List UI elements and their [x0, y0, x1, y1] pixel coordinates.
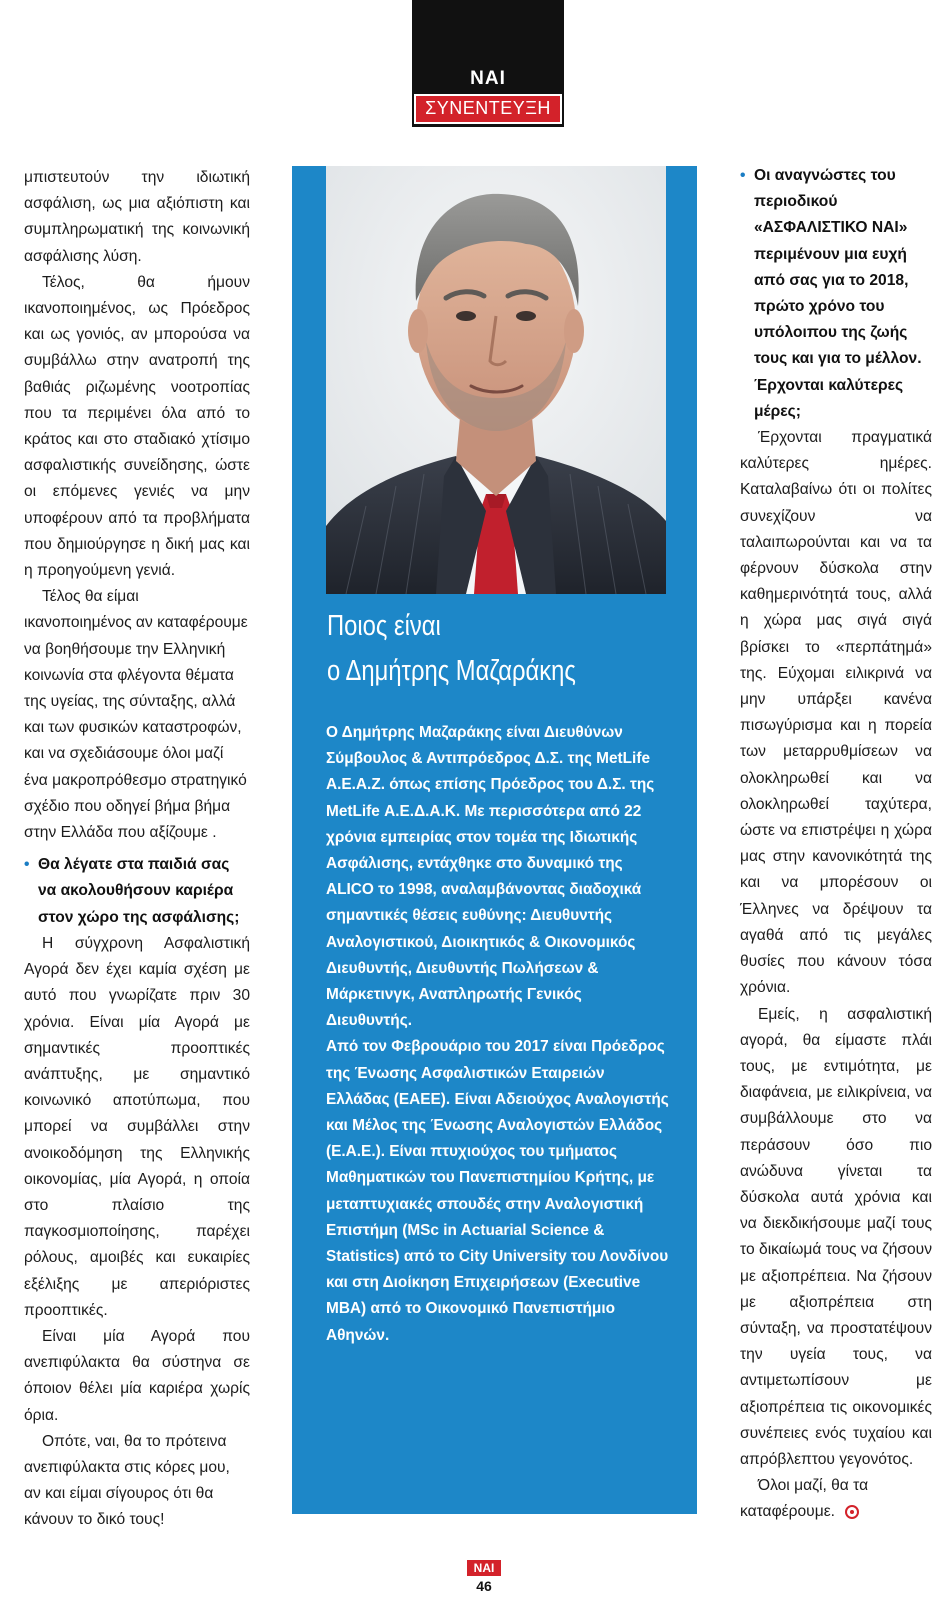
section-header-tab — [412, 0, 564, 127]
portrait-photo — [326, 166, 666, 594]
left-answer-2: Είναι μία Αγορά που ανεπιφύλακτα θα σύστηνα σε όποιον θέλει μία καριέρα χωρίς όρια. — [24, 1327, 250, 1424]
biography-title-line-2: ο Δημήτρης Μαζαράκης — [327, 655, 576, 687]
biography-title-line-1: Ποιος είναι — [327, 610, 441, 642]
biography-box — [292, 166, 697, 1514]
question-text: Οι αναγνώστες του περιοδικού «ΑΣΦΑΛΙΣΤΙΚΟ ΝΑΙ» περιμένουν μια ευχή από σας για το 2018, πρώτο χρόνο του υπόλοιπου της ζωής τους και για το μέλλον. Έρχονται καλύτερες μέρες; — [754, 167, 922, 420]
end-of-article-icon — [845, 1505, 859, 1519]
right-answer-2: Εμείς, η ασφαλιστική αγορά, θα είμαστε πλάι τους, με εντιμότητα, με διαφάνεια, με ειλικρίνεια, να συμβάλλουμε στο να περάσουν όσο πιο ανώδυνα γίνεται τα δύσκολα αυτά χρόνια και να διεκδικήσουμε μαζί τους το δικαίωμά τους να ζήσουν με αξιοπρέπεια. Να ζήσουν με αξιοπρέπεια στη σύνταξη, να προστατέψουν την υγεία τους, να αντιμετωπίσουν με αξιοπρέπεια τις οικονομικές συνέπειες ενός τυχαίου και απρόβλεπτου γεγονότος. — [740, 1005, 932, 1468]
left-answer-3: Οπότε, ναι, θα το πρότεινα ανεπιφύλακτα στις κόρες μου, αν και είμαι σίγουρος ότι θα κάνουν το δικό τους! — [24, 1432, 230, 1529]
interview-question-careers — [24, 852, 250, 931]
closing-sentence: Όλοι μαζί, θα τα καταφέρουμε. — [740, 1477, 869, 1521]
biography-title — [327, 604, 667, 694]
right-answer-3 — [740, 1473, 932, 1525]
left-text-column — [24, 165, 250, 1534]
biography-paragraph-1: Ο Δημήτρης Μαζαράκης είναι Διευθύνων Σύμβουλος & Αντιπρόεδρος Δ.Σ. της MetLife Α.Ε.Α.Ζ. όπως επίσης Πρόεδρος του Δ.Σ. της MetLife Α.Ε.Δ.Α.Κ. Με περισσότερα από 22 χρόνια εμπειρίας στον τομέα της Ιδιωτικής Ασφάλισης, εντάχθηκε στο δυναμικό της ALICO το 1998, αναλαμβάνοντας διαδοχικά σημαντικές θέσεις ευθύνης: Διευθυντής Αναλογιστικού, Διοικητικός & Οικονομικός Διευθυντής, Διευθυντής Πωλήσεων & Μάρκετινγκ, Αναπληρωτής Γενικός Διευθυντής. — [326, 724, 655, 1030]
portrait-illustration — [326, 166, 666, 594]
question-text: Θα λέγατε στα παιδιά σας να ακολουθήσουν καριέρα στον χώρο της ασφάλισης; — [38, 856, 240, 926]
bullet-icon: • — [740, 167, 746, 184]
interview-question-wish — [740, 163, 932, 425]
biography-paragraph-2: Από τον Φεβρουάριο του 2017 είναι Πρόεδρος της Ένωσης Ασφαλιστικών Εταιρειών Ελλάδας (ΕΑΕΕ). Είναι Αδειούχος Αναλογιστής και Μέλος της Ένωσης Αναλογιστών Ελλάδος (Ε.Α.Ε.). Είναι πτυχιούχος του τμήματος Μαθηματικών του Πανεπιστημίου Κρήτης, με μεταπτυχιακές σπουδές στην Αναλογιστική Επιστήμη (MSc in Actuarial Science & Statistics) από το City University του Λονδίνου και στη Διοίκηση Επιχειρήσεων (Executive MBA) από το Οικονομικό Πανεπιστήμιο Αθηνών. — [326, 1038, 669, 1344]
right-text-column — [740, 163, 932, 1526]
left-paragraph-1: μπιστευτούν την ιδιωτική ασφάλιση, ως μια αξιόπιστη και συμπληρωματική της κοινωνική ασφάλισης λύση. — [24, 169, 250, 265]
page-number: 46 — [476, 1578, 492, 1594]
left-paragraph-2: Τέλος, θα ήμουν ικανοποιημένος, ως Πρόεδρος και ως γονιός, αν μπορούσα να συμβάλλω στην ανατροπή της βαθιάς ριζωμένης νοοτροπίας που τα περιμένει όλα από το κράτος και στο σταδιακό χτίσιμο ασφαλιστικής συνείδησης, ώστε οι επόμενες γενιές να μην υποφέρουν από τα προβλήματα που δημιούργησε η δική μας και η προηγούμενη γενιά. — [24, 273, 250, 580]
right-answer-1: Έρχονται πραγματικά καλύτερες ημέρες. Καταλαβαίνω ότι οι πολίτες συνεχίζουν να ταλαιπωρούνται και να τα φέρνουν δύσκολα στην καθημερινότητά τους, αλλά η χώρα μας σιγά σιγά βρίσκει το «περπάτημά» της. Εύχομαι ειλικρινά να μην υπάρξει κανένα πισωγύρισμα και η πορεία των μεταρρυθμίσεων να ολοκληρωθεί και να ολοκληρωθεί ταχύτερα, ώστε να επιστρέψει η χώρα μας στην κανονικότητά της και να μπορέσουν οι Έλληνες να δρέψουν τα αγαθά από τις μεγάλες θυσίες που κάνουν τόσα χρόνια. — [740, 429, 932, 997]
biography-text — [326, 720, 671, 1349]
footer-logo: ΝΑΙ — [467, 1560, 501, 1576]
left-paragraph-3: Τέλος θα είμαι ικανοποιημένος αν καταφέρουμε να βοηθήσουμε την Ελληνική κοινωνία στα φλέγοντα θέματα της υγείας, της σύνταξης, αλλά και των φυσικών καταστροφών, και να σχεδιάσουμε όλοι μαζί ένα μακροπρόθεσμο στρατηγικό σχέδιο που οδηγεί βήμα βήμα στην Ελλάδα που αξίζουμε . — [24, 588, 248, 842]
section-label: ΣΥΝΕΝΤΕΥΞΗ — [414, 94, 562, 124]
magazine-brand: ΝΑΙ — [470, 68, 506, 89]
left-answer-1: Η σύγχρονη Ασφαλιστική Αγορά δεν έχει καμία σχέση με αυτό που γνωρίζατε πριν 30 χρόνια. Είναι μία Αγορά με σημαντικές προοπτικές ανάπτυξης, με σημαντικό κοινωνικό αποτύπωμα, που μπορεί να συμβάλλει στην ανοικοδόμηση της Ελληνικής οικονομίας, μία Αγορά, η οποία στο πλαίσιο της παγκοσμιοποίησης, παρέχει ρόλους, αμοιβές και ευκαιρίες εξέλιξης με απεριόριστες προοπτικές. — [24, 934, 250, 1319]
bullet-icon: • — [24, 856, 30, 874]
